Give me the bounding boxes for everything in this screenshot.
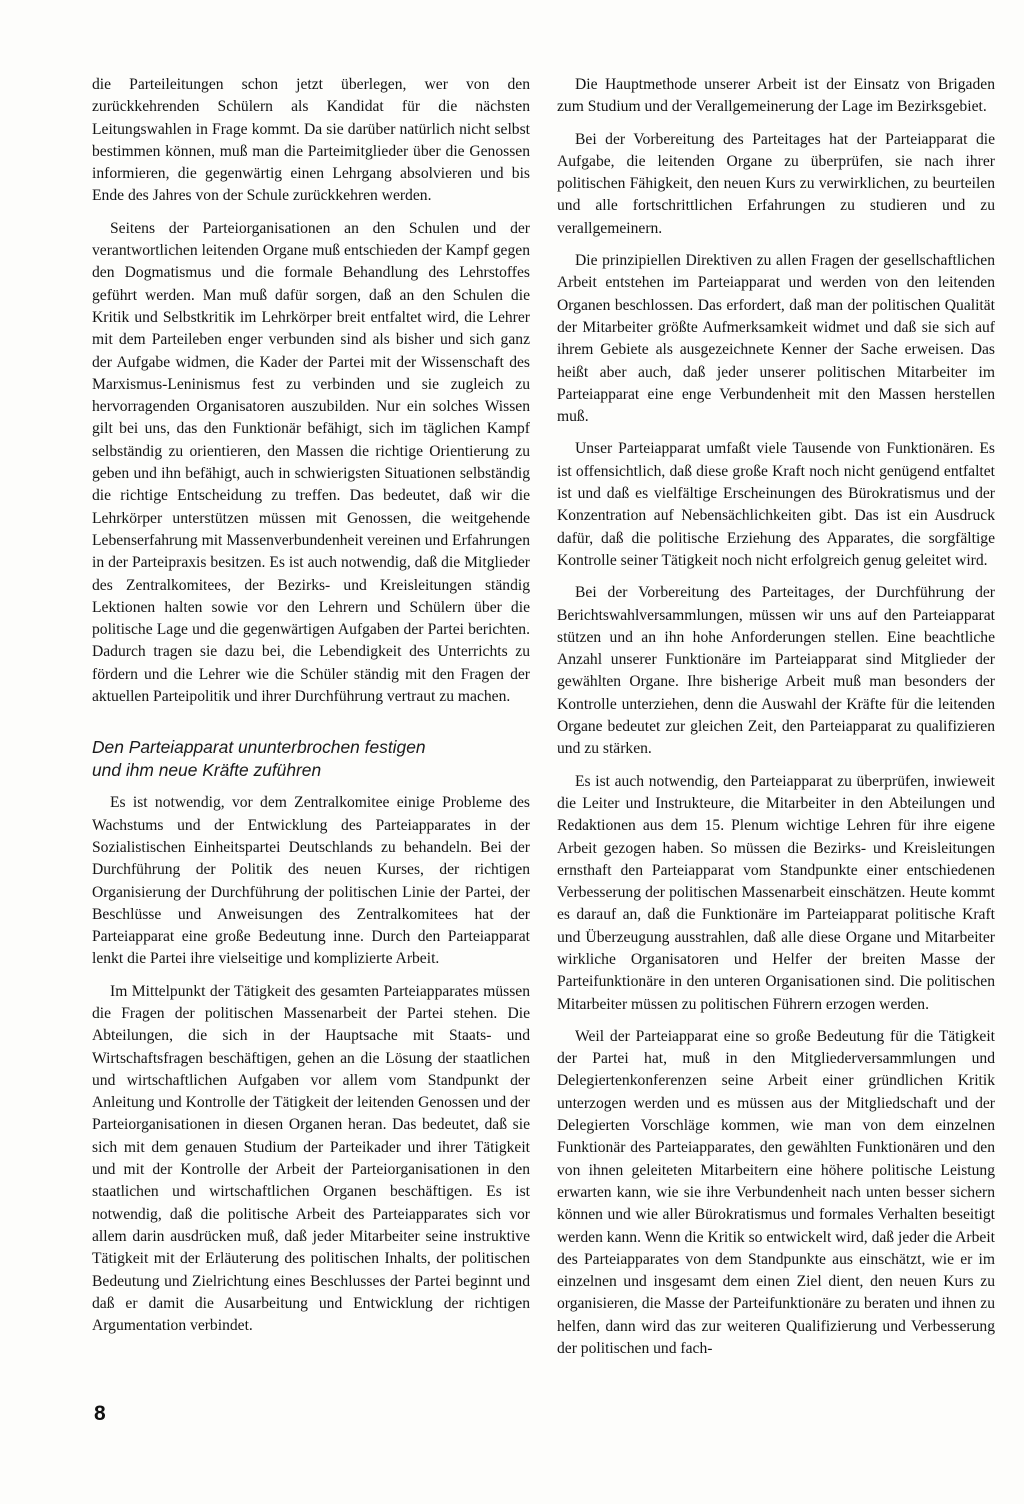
left-column [92,74,530,1347]
section-heading-line: Den Parteiapparat ununterbrochen festigen [92,737,426,758]
paragraph: Seitens der Parteiorganisationen an den Schulen und der verantwortlichen leitenden Organe muß entschieden der Kampf gegen den Dogmatismus und die formale Behandlung des Lehrstoffes geführt werden. Man muß dafür sorgen, daß an den Schulen die Kritik und Selbstkritik im Lehrkörper breit entfaltet wird, die Lehrer mit dem Parteileben enger verbunden sind als bisher und sich ganz der Aufgabe widmen, die Kader der Partei mit der Wissenschaft des Marxismus-Leninismus fest zu verbinden und sie zugleich zu hervorragenden Organisatoren auszubilden. Nur ein solches Wissen gilt bei uns, das den Funktionär befähigt, sich im täglichen Kampf selbständig zu orientieren, den Massen die richtige Orientierung zu geben und ihn befähigt, auch in schwierigsten Situationen selbständig die richtige Entscheidung zu treffen. Das bedeutet, daß wir die Lehrkörper unterstützen müssen mit Genossen, die weitgehende Lebenserfahrung mit Massenverbundenheit vereinen und Erfahrungen in der Parteipraxis besitzen. Es ist auch notwendig, daß die Mitglieder des Zentralkomitees, der Bezirks- und Kreisleitungen ständig Lektionen halten sowie vor den Lehrern und Schülern über die politische Lage und die gegenwärtigen Aufgaben der Partei berichten. Dadurch tragen sie dazu bei, die Lebendigkeit des Unterrichts zu fördern und die Lehrer wie die Schüler ständig mit den Fragen der aktuellen Parteipolitik und ihrer Durchführung vertraut zu machen. [92,219,530,706]
right-column [557,74,995,1370]
page-number: 8 [94,1402,106,1425]
paragraph: die Parteileitungen schon jetzt überlegen, wer von den zurückkehrenden Schülern als Kandidat für die nächsten Leitungswahlen in Frage kommt. Da sie darüber natürlich nicht selbst bestimmen können, muß man die Parteimitglieder über die Genossen informieren, die gegenwärtig einen Lehrgang absolvieren und bis Ende des Jahres von der Schule zurückkehren werden. [92,76,530,205]
paragraph: Es ist auch notwendig, den Parteiapparat zu überprüfen, inwieweit die Leiter und Instrukteure, die Mitarbeiter in den Abteilungen und Redaktionen aus dem 15. Plenum wichtige Lehren für ihre eigene Arbeit gezogen haben. So müssen die Bezirks- und Kreisleitungen ernsthaft den Parteiapparat vom Standpunkte einer entschiedenen Verbesserung der politischen Massenarbeit einschätzen. Heute kommt es darauf an, daß die Funktionäre im Parteiapparat politische Kraft und Überzeugung ausstrahlen, daß alle diese Organe und Mitarbeiter wirkliche Organisatoren und Helfer der breiten Masse der Parteifunktionäre in den unteren Organisationen sind. Die politischen Mitarbeiter müssen zu politischen Führern erzogen werden. [557,772,995,1013]
section-heading [92,736,530,782]
paragraph: Unser Parteiapparat umfaßt viele Tausende von Funktionären. Es ist offensichtlich, daß diese große Kraft noch nicht genügend entfaltet ist und daß es vielfältige Erscheinungen des Bürokratismus und der Konzentration auf Nebensächlichkeiten gibt. Das ist ein Ausdruck dafür, daß die politische Erziehung des Apparates, die sorgfältige Kontrolle seiner Tätigkeit noch nicht erfolgreich genug geleitet wird. [557,440,995,569]
paragraph: Weil der Parteiapparat eine so große Bedeutung für die Tätigkeit der Partei hat, muß in den Mitgliederversammlungen und Delegiertenkonferenzen seine Arbeit einer gründlichen Kritik unterzogen werden und es müssen aus der Mitgliedschaft und der Delegierten Vorschläge kommen, wie man von dem einzelnen Funktionär des Parteiapparates, den gewählten Funktionären und den von ihnen geleiteten Mitarbeitern eine höhere politische Leistung erwarten kann, wie sie ihre Verbundenheit nach unten besser sichern können und wie aller Bürokratismus und formales Verhalten beseitigt werden kann. Wenn die Kritik so entwickelt wird, daß jeder die Arbeit des Parteiapparates von dem Standpunkte aus einschätzt, wie er im einzelnen und insgesamt dem einen Ziel dient, den neuen Kurs zu organisieren, die Masse der Parteifunktionäre zu beraten und ihnen zu helfen, dann wird das zur weiteren Qualifizierung und Verbesserung der politischen und fach- [557,1027,995,1358]
paragraph: Im Mittelpunkt der Tätigkeit des gesamten Parteiapparates müssen die Fragen der politischen Massenarbeit der Partei stehen. Die Abteilungen, die sich in der Hauptsache mit Staats- und Wirtschaftsfragen beschäftigen, gehen an die Lösung der staatlichen und wirtschaftlichen Aufgaben vor allem vom Standpunkt der Anleitung und Kontrolle der Tätigkeit der leitenden Genossen und der Parteiorganisationen in diesen Organen heran. Das bedeutet, daß sie sich mit dem genauen Studium der Parteikader und ihrer Tätigkeit und mit der Kontrolle der Arbeit der Parteiorganisationen in den staatlichen und wirtschaftlichen Organen beschäftigen. Es ist notwendig, daß die politische Arbeit des Parteiapparates sich vor allem darin ausdrücken muß, daß jeder Mitarbeiter seine instruktive Tätigkeit mit der Erläuterung des politischen Inhalts, der politischen Bedeutung und Zielrichtung eines Beschlusses der Partei beginnt und daß er damit die Ausarbeitung und Entwicklung der richtigen Argumentation verbindet. [92,982,530,1335]
paragraph: Die Hauptmethode unserer Arbeit ist der Einsatz von Brigaden zum Studium und der Verallgemeinerung der Lage im Bezirksgebiet. [557,76,995,116]
paragraph: Bei der Vorbereitung des Parteitages, der Durchführung der Berichtswahlversammlungen, müssen wir uns auf den Parteiapparat stützen und an ihn hohe Anforderungen stellen. Eine beachtliche Anzahl unserer Funktionäre im Parteiapparat sind Mitglieder der gewählten Organe. Ihre bisherige Arbeit muß man besonders der Kontrolle unterziehen, denn die Auswahl der Kräfte für die leitenden Organe bedeutet zur gleichen Zeit, den Parteiapparat zu qualifizieren und zu stärken. [557,584,995,758]
paragraph: Bei der Vorbereitung des Parteitages hat der Parteiapparat die Aufgabe, die leitenden Organe zu überprüfen, sie nach ihrer politischen Fähigkeit, den neuen Kurs zu verwirklichen, zu beurteilen und alle fortschrittlichen Erfahrungen zu studieren und zu verallgemeinern. [557,130,995,237]
paragraph: Die prinzipiellen Direktiven zu allen Fragen der gesellschaftlichen Arbeit entstehen im Parteiapparat und werden von den leitenden Organen beschlossen. Das erfordert, daß man der politischen Qualität der Mitarbeiter größte Aufmerksamkeit widmet und daß sie sich auf ihrem Gebiete als ausgezeichnete Kenner der Sache erweisen. Das heißt aber auch, daß jeder unserer politischen Mitarbeiter im Parteiapparat eine enge Verbundenheit mit den Massen herstellen muß. [557,252,995,426]
section-heading-line: und ihm neue Kräfte zuführen [92,760,322,781]
paragraph: Es ist notwendig, vor dem Zentralkomitee einige Probleme des Wachstums und der Entwicklung des Parteiapparates in der Sozialistischen Einheitspartei Deutschlands zu behandeln. Bei der Durchführung der Politik des neuen Kurses, der richtigen Organisierung der Durchführung der politischen Linie der Partei, der Beschlüsse und Anweisungen des Zentralkomitees hat der Parteiapparat eine große Bedeutung inne. Durch den Parteiapparat lenkt die Partei ihre vielseitige und komplizierte Arbeit. [92,794,530,968]
